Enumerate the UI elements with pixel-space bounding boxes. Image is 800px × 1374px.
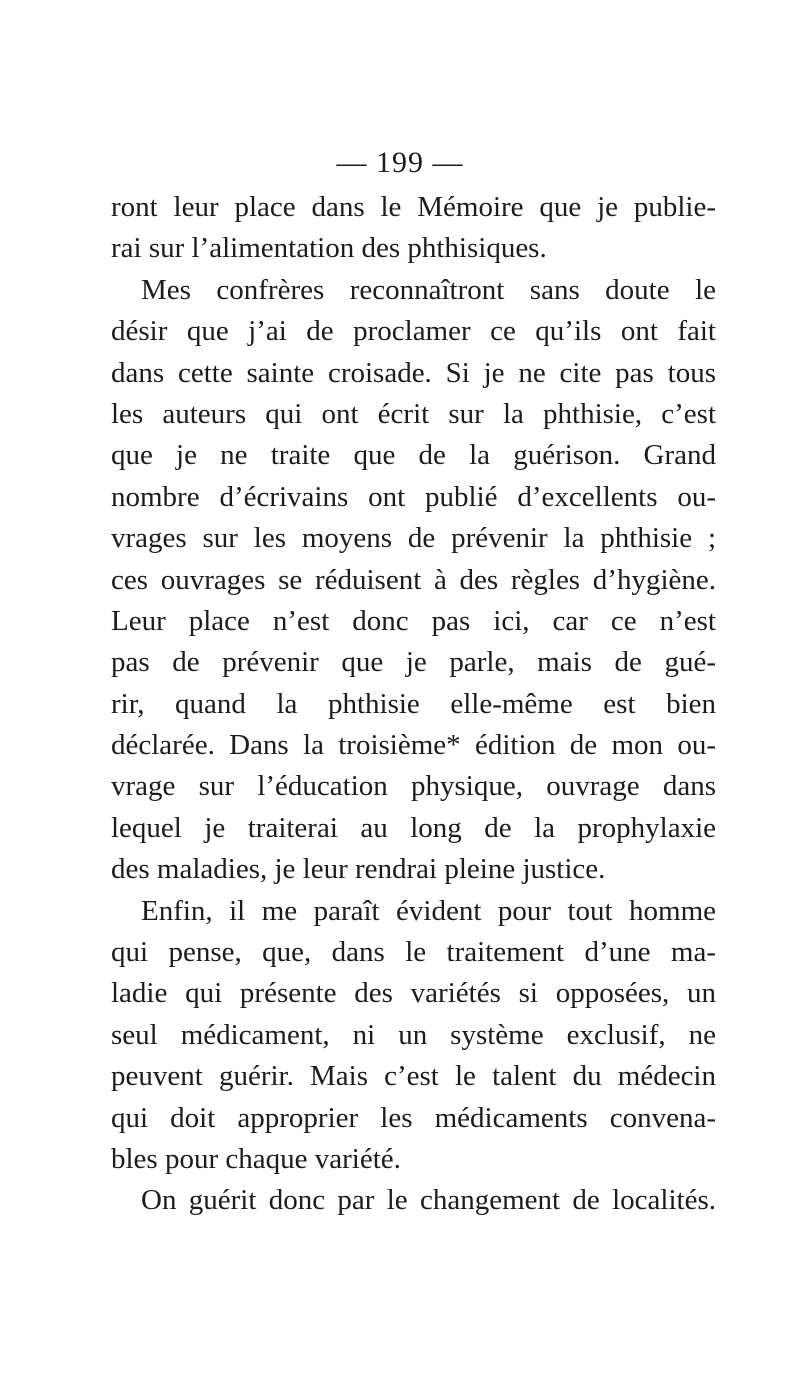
text-line: que je ne traite que de la guérison. Grand <box>111 439 716 472</box>
text-line: Enfin, il me paraît évident pour tout homme <box>141 894 716 927</box>
text-line: lequel je traiterai au long de la prophylaxie <box>111 811 716 844</box>
text-line: peuvent guérir. Mais c’est le talent du médecin <box>111 1060 716 1093</box>
text-line: seul médicament, ni un système exclusif, ne <box>111 1018 716 1051</box>
text-line: On guérit donc par le changement de localités. <box>141 1184 716 1217</box>
text-line: rir, quand la phthisie elle-même est bien <box>111 687 716 720</box>
text-line: Mes confrères reconnaîtront sans doute le <box>141 273 716 306</box>
text-line: désir que j’ai de proclamer ce qu’ils ont fait <box>111 315 716 348</box>
text-line: ront leur place dans le Mémoire que je publie- <box>111 191 716 223</box>
text-line: ces ouvrages se réduisent à des règles d’hygiène. <box>111 563 716 596</box>
text-line: vrage sur l’éducation physique, ouvrage dans <box>111 770 716 803</box>
text-line: bles pour chaque variété. <box>111 1142 401 1175</box>
text-line: dans cette sainte croisade. Si je ne cite pas tous <box>111 356 716 389</box>
text-line: vrages sur les moyens de prévenir la phthisie ; <box>111 522 716 555</box>
page-number: — 199 — <box>336 146 464 179</box>
text-line: qui pense, que, dans le traitement d’une ma- <box>111 936 716 969</box>
text-line: ladie qui présente des variétés si opposées, un <box>111 977 716 1010</box>
text-line: qui doit approprier les médicaments convena- <box>111 1101 716 1134</box>
text-line: Leur place n’est donc pas ici, car ce n’est <box>111 604 716 637</box>
text-line: pas de prévenir que je parle, mais de gué- <box>111 646 716 679</box>
text-line: rai sur l’alimentation des phthisiques. <box>111 232 547 265</box>
text-line: les auteurs qui ont écrit sur la phthisie, c’est <box>111 397 716 430</box>
text-line: déclarée. Dans la troisième* édition de mon ou- <box>111 729 716 762</box>
text-line: nombre d’écrivains ont publié d’excellents ou- <box>111 480 716 513</box>
body-text <box>111 187 716 1222</box>
text-line: des maladies, je leur rendrai pleine justice. <box>111 853 606 886</box>
